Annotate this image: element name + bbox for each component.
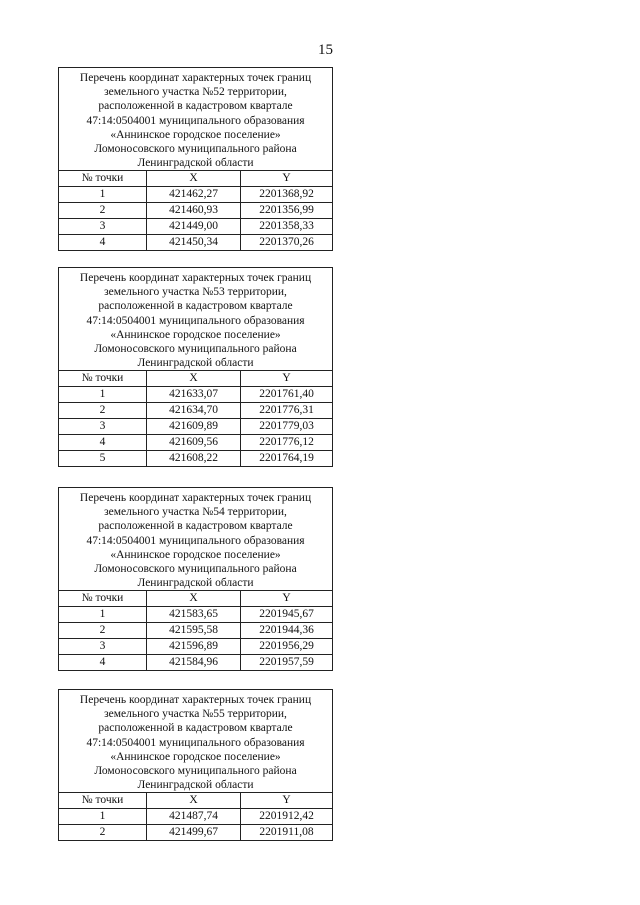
title-line: расположенной в кадастровом квартале (98, 300, 293, 313)
y-coordinate: 2201776,31 (241, 402, 333, 418)
point-number: 2 (59, 402, 147, 418)
column-header-y: Y (241, 171, 333, 186)
column-header-point: № точки (59, 591, 147, 606)
title-line: расположенной в кадастровом квартале (98, 520, 293, 533)
title-line: Перечень координат характерных точек границ (79, 492, 312, 504)
coordinates-table-54 (58, 487, 333, 671)
x-coordinate: 421584,96 (147, 654, 241, 670)
point-number: 1 (59, 186, 147, 202)
y-coordinate: 2201761,40 (241, 386, 333, 402)
title-line: Ломоносовского муниципального района (94, 343, 297, 356)
x-coordinate: 421633,07 (147, 386, 241, 402)
title-line: Ломоносовского муниципального района (94, 563, 297, 576)
title-line: Ломоносовского муниципального района (94, 765, 297, 778)
column-header-point: № точки (59, 371, 147, 386)
y-coordinate: 2201944,36 (241, 622, 333, 638)
title-line: земельного участка №55 территории, (104, 708, 287, 721)
table-row (59, 606, 333, 622)
y-coordinate: 2201912,42 (241, 808, 333, 824)
point-number: 3 (59, 218, 147, 234)
x-coordinate: 421634,70 (147, 402, 241, 418)
title-line: 47:14:0504001 муниципального образования (86, 114, 305, 127)
y-coordinate: 2201956,29 (241, 638, 333, 654)
x-coordinate: 421487,74 (147, 808, 241, 824)
x-coordinate: 421460,93 (147, 202, 241, 218)
title-line: Ленинградской области (137, 779, 254, 792)
point-number: 2 (59, 622, 147, 638)
point-number: 2 (59, 202, 147, 218)
table-title (59, 488, 333, 591)
column-header-y: Y (241, 371, 333, 386)
table-title-row (59, 488, 333, 591)
point-number: 3 (59, 638, 147, 654)
table-title (59, 68, 333, 171)
page-number: 15 (318, 42, 333, 58)
x-coordinate: 421450,34 (147, 234, 241, 250)
table-row (59, 202, 333, 218)
y-coordinate: 2201776,12 (241, 434, 333, 450)
title-line: расположенной в кадастровом квартале (98, 722, 293, 735)
title-line: «Аннинское городское поселение» (110, 128, 281, 141)
point-number: 4 (59, 654, 147, 670)
title-line: «Аннинское городское поселение» (110, 328, 281, 341)
table-header-row (59, 371, 333, 386)
y-coordinate: 2201945,67 (241, 606, 333, 622)
title-line: земельного участка №54 территории, (104, 506, 287, 519)
table-row (59, 808, 333, 824)
title-line: Ломоносовского муниципального района (94, 143, 297, 156)
table-title-row (59, 68, 333, 171)
table-header-row (59, 793, 333, 808)
title-line: Ленинградской области (137, 357, 254, 370)
y-coordinate: 2201779,03 (241, 418, 333, 434)
x-coordinate: 421462,27 (147, 186, 241, 202)
table-row (59, 824, 333, 840)
x-coordinate: 421609,56 (147, 434, 241, 450)
coordinates-table-52 (58, 67, 333, 251)
y-coordinate: 2201370,26 (241, 234, 333, 250)
point-number: 2 (59, 824, 147, 840)
column-header-y: Y (241, 793, 333, 808)
title-line: 47:14:0504001 муниципального образования (86, 534, 305, 547)
coordinates-table-55 (58, 689, 333, 841)
table-row (59, 450, 333, 466)
table-title-row (59, 268, 333, 371)
x-coordinate: 421608,22 (147, 450, 241, 466)
x-coordinate: 421595,58 (147, 622, 241, 638)
column-header-x: X (147, 793, 241, 808)
y-coordinate: 2201957,59 (241, 654, 333, 670)
point-number: 4 (59, 234, 147, 250)
title-line: Ленинградской области (137, 577, 254, 590)
table-row (59, 234, 333, 250)
column-header-point: № точки (59, 171, 147, 186)
y-coordinate: 2201911,08 (241, 824, 333, 840)
coordinates-table-53 (58, 267, 333, 467)
table-row (59, 218, 333, 234)
title-line: Ленинградской области (137, 157, 254, 170)
table-header-row (59, 171, 333, 186)
table-title (59, 268, 333, 371)
title-line: земельного участка №53 территории, (104, 286, 287, 299)
column-header-x: X (147, 371, 241, 386)
point-number: 1 (59, 606, 147, 622)
x-coordinate: 421609,89 (147, 418, 241, 434)
point-number: 4 (59, 434, 147, 450)
y-coordinate: 2201764,19 (241, 450, 333, 466)
title-line: расположенной в кадастровом квартале (98, 100, 293, 113)
column-header-point: № точки (59, 793, 147, 808)
table-header-row (59, 591, 333, 606)
y-coordinate: 2201368,92 (241, 186, 333, 202)
title-line: земельного участка №52 территории, (104, 86, 287, 99)
y-coordinate: 2201356,99 (241, 202, 333, 218)
title-line: 47:14:0504001 муниципального образования (86, 314, 305, 327)
point-number: 1 (59, 386, 147, 402)
title-line: Перечень координат характерных точек границ (79, 272, 312, 284)
point-number: 1 (59, 808, 147, 824)
table-row (59, 402, 333, 418)
x-coordinate: 421583,65 (147, 606, 241, 622)
point-number: 3 (59, 418, 147, 434)
table-title (59, 690, 333, 793)
table-row (59, 386, 333, 402)
x-coordinate: 421449,00 (147, 218, 241, 234)
table-row (59, 186, 333, 202)
table-row (59, 434, 333, 450)
x-coordinate: 421596,89 (147, 638, 241, 654)
column-header-y: Y (241, 591, 333, 606)
x-coordinate: 421499,67 (147, 824, 241, 840)
table-row (59, 654, 333, 670)
table-row (59, 418, 333, 434)
point-number: 5 (59, 450, 147, 466)
table-row (59, 622, 333, 638)
table-title-row (59, 690, 333, 793)
title-line: Перечень координат характерных точек границ (79, 694, 312, 706)
title-line: 47:14:0504001 муниципального образования (86, 736, 305, 749)
column-header-x: X (147, 171, 241, 186)
y-coordinate: 2201358,33 (241, 218, 333, 234)
table-row (59, 638, 333, 654)
title-line: «Аннинское городское поселение» (110, 750, 281, 763)
column-header-x: X (147, 591, 241, 606)
title-line: «Аннинское городское поселение» (110, 548, 281, 561)
title-line: Перечень координат характерных точек границ (79, 72, 312, 84)
